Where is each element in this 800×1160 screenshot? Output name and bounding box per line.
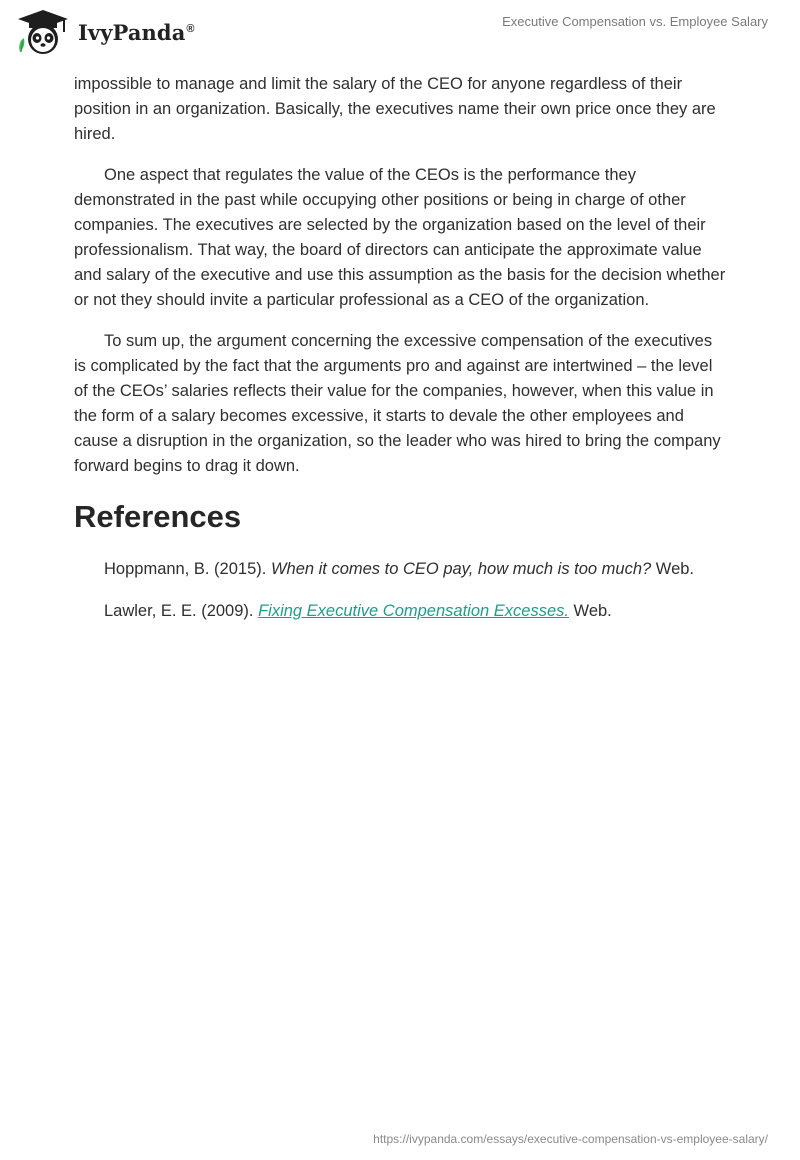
reference-title: When it comes to CEO pay, how much is too much? bbox=[270, 560, 652, 578]
source-url[interactable]: https://ivypanda.com/essays/executive-compensation-vs-employee-salary/ bbox=[373, 1132, 768, 1146]
reference-author: Lawler, E. E. (2009). bbox=[104, 602, 259, 620]
logo-wordmark: IvyPanda® bbox=[78, 19, 195, 45]
page-header bbox=[0, 0, 800, 66]
paragraph: To sum up, the argument concerning the excessive compensation of the executives is complicated by the fact that the arguments pro and against are intertwined – the level of the CEOs’ salaries reflects their value for the companies, however, when this value in the form of a salary becomes excessive, it starts to devale the other employees and cause a disruption in the organization, so the leader who was hired to bring the company forward begins to drag it down. bbox=[74, 332, 721, 475]
reference-item bbox=[104, 599, 726, 624]
document-title: Executive Compensation vs. Employee Salary bbox=[502, 14, 768, 29]
reference-suffix: Web. bbox=[651, 560, 694, 578]
paragraph: One aspect that regulates the value of the CEOs is the performance they demonstrated in the past while occupying other positions or being in charge of other companies. The executives are selected by the organization based on the level of their professionalism. That way, the board of directors can anticipate the approximate value and salary of the executive and use this assumption as the basis for the decision whether or not they should invite a particular professional as a CEO of the organization. bbox=[74, 166, 726, 309]
references-heading: References bbox=[74, 499, 242, 534]
reference-link[interactable]: Fixing Executive Compensation Excesses. bbox=[258, 602, 569, 620]
reference-author: Hoppmann, B. (2015). bbox=[104, 560, 271, 578]
essay-content bbox=[74, 72, 726, 641]
ivypanda-logo[interactable] bbox=[14, 8, 195, 56]
paragraph: impossible to manage and limit the salary of the CEO for anyone regardless of their position in an organization. Basically, the executives name their own price once they are hired. bbox=[74, 75, 716, 143]
panda-graduate-icon bbox=[14, 8, 72, 56]
reference-item bbox=[104, 557, 726, 582]
reference-suffix: Web. bbox=[568, 602, 612, 620]
